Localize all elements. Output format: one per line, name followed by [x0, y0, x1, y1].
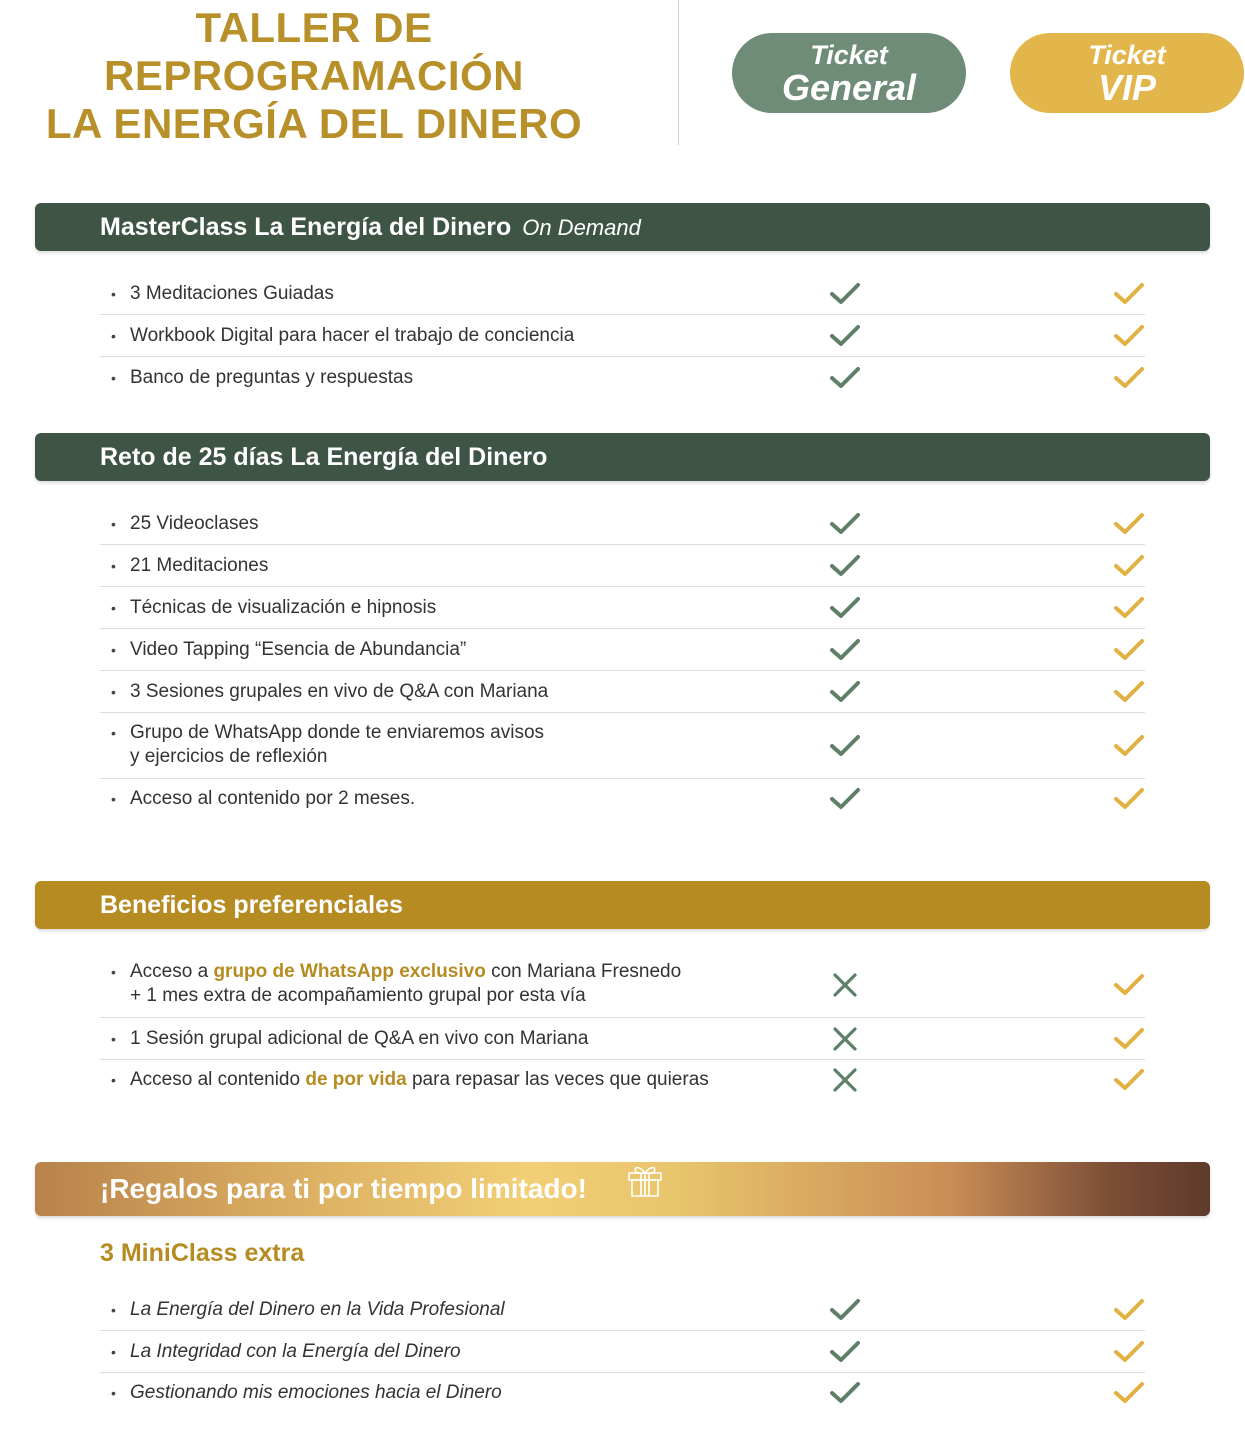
cross-icon: [828, 972, 862, 998]
check-icon: [828, 323, 862, 349]
check-icon: [1112, 637, 1146, 663]
bullet: •: [111, 285, 116, 302]
ticket-general-line2: General: [781, 67, 917, 108]
feature-text: [130, 1340, 461, 1364]
feature-text: [130, 960, 681, 1008]
feature-label-pre: Acceso al contenido: [130, 1069, 306, 1090]
bullet: •: [111, 725, 116, 741]
ticket-vip-badge[interactable]: [1010, 33, 1244, 113]
check-icon: [828, 1380, 862, 1406]
ticket-vip-line1: Ticket: [1088, 40, 1166, 70]
check-icon: [1112, 595, 1146, 621]
check-icon: [1112, 786, 1146, 812]
feature-line-2: y ejercicios de reflexión: [130, 746, 328, 767]
feature-row: [100, 272, 1145, 315]
check-icon: [1112, 1297, 1146, 1323]
check-icon: [1112, 972, 1146, 998]
feature-label: 1 Sesión grupal adicional de Q&A en vivo con Mariana: [130, 1028, 589, 1049]
bullet: •: [111, 1385, 116, 1401]
feature-row: [100, 671, 1145, 713]
bullet: •: [111, 1344, 116, 1360]
feature-label: Banco de preguntas y respuestas: [130, 367, 414, 388]
check-icon: [828, 1297, 862, 1323]
check-icon: [1112, 281, 1146, 307]
feature-row: [100, 587, 1145, 629]
feature-highlight: grupo de WhatsApp exclusivo: [213, 960, 486, 982]
feature-text: [130, 596, 436, 620]
feature-label: La Integridad con la Energía del Dinero: [130, 1341, 461, 1362]
feature-text: [130, 1381, 502, 1405]
feature-text: [130, 554, 268, 578]
bullet: •: [111, 1301, 116, 1318]
feature-text: [130, 282, 334, 306]
bullet: •: [111, 791, 116, 807]
feature-label: 21 Meditaciones: [130, 555, 269, 576]
check-icon: [828, 553, 862, 579]
bullet: •: [111, 558, 116, 574]
section-title-reto: Reto de 25 días La Energía del Dinero: [100, 443, 548, 471]
feature-label: 3 Meditaciones Guiadas: [130, 282, 334, 304]
section-header-reto: [35, 433, 1210, 481]
feature-line-1: [130, 960, 681, 984]
header-divider: [678, 0, 679, 145]
feature-row: [100, 1331, 1145, 1373]
bullet: •: [111, 1072, 116, 1088]
check-icon: [828, 1339, 862, 1365]
check-icon: [1112, 1339, 1146, 1365]
bullet: •: [111, 370, 116, 386]
feature-text: [130, 638, 466, 662]
page-title: [0, 4, 628, 148]
check-icon: [828, 281, 862, 307]
ticket-general-line1: Ticket: [810, 40, 888, 70]
feature-text: [130, 721, 544, 769]
feature-row: [100, 315, 1145, 357]
feature-label: Workbook Digital para hacer el trabajo de conciencia: [130, 325, 575, 346]
bullet: •: [111, 515, 116, 532]
bullet: •: [111, 600, 116, 616]
feature-label-post: con Mariana Fresnedo: [485, 960, 682, 982]
feature-label: 3 Sesiones grupales en vivo de Q&A con Mariana: [130, 681, 549, 702]
check-icon: [828, 365, 862, 391]
feature-line-1: [130, 1068, 709, 1092]
feature-row: [100, 713, 1145, 779]
check-icon: [1112, 365, 1146, 391]
check-icon: [828, 733, 862, 759]
section-subtitle-masterclass: On Demand: [522, 215, 641, 240]
feature-row: [100, 545, 1145, 587]
ticket-general-badge[interactable]: [732, 33, 966, 113]
check-icon: [828, 511, 862, 537]
feature-label: 25 Videoclases: [130, 512, 259, 534]
feature-row: [100, 357, 1145, 399]
bullet: •: [111, 328, 116, 344]
section-header-beneficios: [35, 881, 1210, 929]
feature-label: Técnicas de visualización e hipnosis: [130, 597, 437, 618]
cross-icon: [828, 1026, 862, 1052]
feature-text: [130, 512, 259, 536]
feature-row: [100, 1060, 1145, 1100]
check-icon: [1112, 553, 1146, 579]
feature-row: [100, 502, 1145, 545]
check-icon: [1112, 679, 1146, 705]
feature-text: [130, 1027, 588, 1051]
bullet: •: [111, 642, 116, 658]
check-icon: [828, 679, 862, 705]
feature-text: [130, 680, 548, 704]
feature-row: [100, 629, 1145, 671]
check-icon: [828, 786, 862, 812]
title-line-3: LA ENERGÍA DEL DINERO: [45, 100, 583, 147]
feature-line-2: + 1 mes extra de acompañamiento grupal por esta vía: [130, 984, 586, 1006]
feature-label-post: para repasar las veces que quieras: [406, 1069, 709, 1090]
feature-line-1: Grupo de WhatsApp donde te enviaremos avisos: [130, 722, 545, 743]
feature-text: [130, 1068, 709, 1092]
gift-icon: [625, 1159, 665, 1217]
miniclass-heading: 3 MiniClass extra: [100, 1239, 305, 1267]
feature-row: [100, 779, 1145, 819]
section-title-beneficios: Beneficios preferenciales: [100, 891, 403, 919]
title-line-1: TALLER DE: [195, 4, 433, 51]
feature-label: La Energía del Dinero en la Vida Profesional: [130, 1298, 505, 1320]
feature-row: [100, 1018, 1145, 1060]
check-icon: [1112, 1380, 1146, 1406]
section-header-regalos: [35, 1162, 1210, 1216]
feature-highlight: de por vida: [305, 1069, 407, 1090]
feature-text: [130, 366, 413, 390]
feature-row: [100, 1288, 1145, 1331]
section-title-masterclass: MasterClass La Energía del Dinero: [100, 213, 512, 241]
feature-row: [100, 1373, 1145, 1413]
check-icon: [1112, 1026, 1146, 1052]
check-icon: [1112, 1067, 1146, 1093]
feature-text: [130, 1298, 505, 1322]
check-icon: [1112, 323, 1146, 349]
feature-label: Video Tapping “Esencia de Abundancia”: [130, 639, 467, 660]
feature-label-pre: Acceso a: [130, 960, 214, 982]
title-line-2: REPROGRAMACIÓN: [103, 52, 524, 99]
feature-row: [100, 951, 1145, 1018]
check-icon: [1112, 733, 1146, 759]
section-title-regalos: ¡Regalos para ti por tiempo limitado!: [100, 1173, 587, 1204]
section-header-masterclass: [35, 203, 1210, 251]
feature-label: Gestionando mis emociones hacia el Dinero: [130, 1382, 502, 1403]
check-icon: [1112, 511, 1146, 537]
feature-text: [130, 787, 415, 811]
check-icon: [828, 595, 862, 621]
bullet: •: [111, 963, 116, 980]
bullet: •: [111, 684, 116, 700]
feature-label: Acceso al contenido por 2 meses.: [130, 788, 416, 809]
feature-text: [130, 324, 574, 348]
ticket-vip-line2: VIP: [1097, 67, 1157, 108]
cross-icon: [828, 1067, 862, 1093]
bullet: •: [111, 1031, 116, 1047]
check-icon: [828, 637, 862, 663]
